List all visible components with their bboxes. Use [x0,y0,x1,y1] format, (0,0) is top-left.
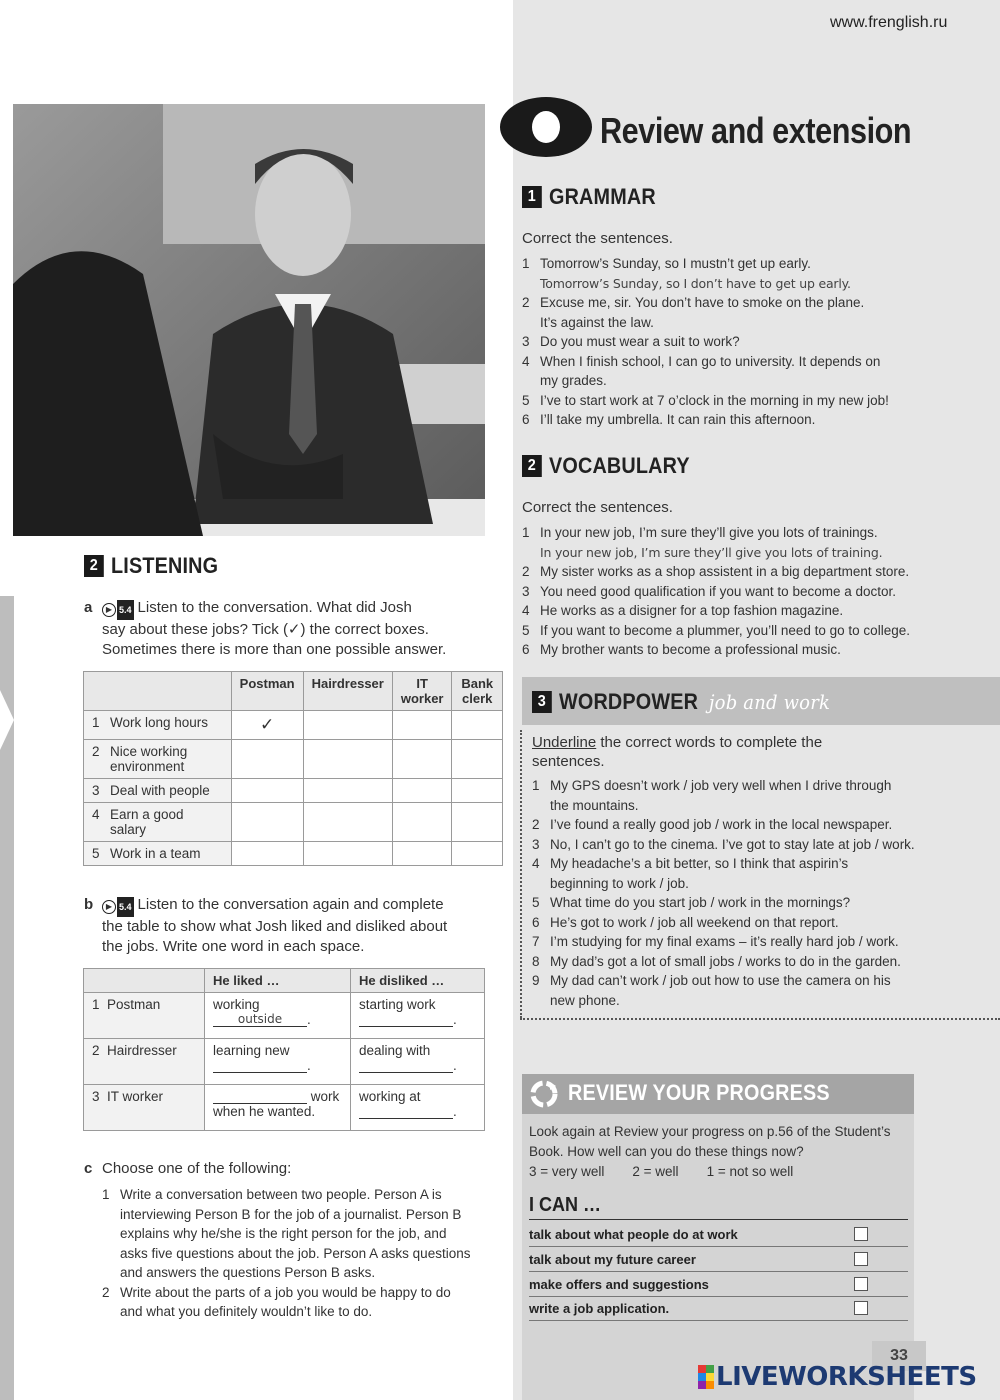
list-item-text: Excuse me, sir. You don’t have to smoke on the plane. [540,295,865,310]
scale-3: 3 = very well [529,1164,605,1179]
list-item-text: Do you must wear a suit to work? [540,334,740,349]
table-a-header-postman: Postman [231,672,303,711]
table-a-header-it-worker: IT worker [392,672,452,711]
list-item-number: 3 [522,334,530,349]
list-item-number: 5 [522,392,530,408]
table-a [83,671,503,866]
liked-text-line2: when he wanted. [213,1104,316,1119]
list-item-number: 6 [522,642,530,657]
list-item-number: 7 [532,934,540,949]
tick-cell[interactable] [452,803,503,842]
list-item-number [532,991,550,1011]
row-number: 4 [92,807,100,822]
list-item-text: beginning to work / job. [550,875,689,891]
list-item-number: 6 [522,412,530,427]
listening-a-label: a [84,599,93,616]
list-item-text: My sister works as a shop assistent in a big department store. [540,564,910,579]
list-item [522,523,992,543]
list-item-number: 3 [532,836,540,852]
list-item-text: My GPS doesn’t work / job very well when I drive through [550,778,892,793]
table-b-row-label [84,993,205,1039]
tick-cell[interactable] [231,803,303,842]
list-item-text: It’s against the law. [540,314,654,330]
list-item [522,254,992,274]
ican-checkbox[interactable] [854,1252,868,1266]
vocabulary-title: VOCABULARY [549,453,690,478]
list-item [522,352,992,372]
table-row [84,993,485,1039]
list-item-number: 1 [522,256,530,271]
table-b-liked-cell: working outside . [205,993,351,1039]
list-item-number [102,1224,120,1244]
ican-checkbox[interactable] [854,1227,868,1241]
list-item-number: 1 [522,525,530,540]
table-a-row-label [84,740,232,779]
list-item-text: I’ve to start work at 7 o’clock in the morning in my new job! [540,392,889,408]
table-b [83,968,485,1131]
table-b-header-liked: He liked … [205,969,351,993]
list-item [102,1224,502,1244]
site-url: www.frenglish.ru [830,14,948,31]
table-b-liked-cell: learning new . [205,1039,351,1085]
tick-cell[interactable] [452,842,503,866]
list-item [532,913,994,933]
liked-text: learning new [213,1043,290,1058]
list-item-number: 4 [522,603,530,618]
list-item [522,582,992,602]
list-item-number: 2 [532,817,540,832]
audio-play-button-a[interactable] [102,600,134,620]
row-number: 2 [92,1043,100,1058]
wordpower-instruction [532,733,822,771]
tick-cell[interactable] [392,842,452,866]
wordpower-subtitle: job and work [708,690,831,714]
listening-a-line3: Sometimes there is more than one possible answer. [102,641,447,658]
audio-play-button-b[interactable] [102,897,134,917]
list-item-text: and answers the questions Person B asks. [120,1265,376,1280]
handwritten-answer: In your new job, I’m sure they’ll give you lots of training. [540,544,883,560]
tick-cell[interactable] [303,842,392,866]
ican-item [529,1272,908,1297]
listening-b [84,895,447,957]
disliked-text: starting work [359,997,436,1012]
row-label: Work long hours [110,715,209,730]
list-item-text: He works as a disigner for a top fashion magazine. [540,603,844,618]
listening-c-label: c [84,1160,93,1177]
list-item-text: No, I can’t go to the cinema. I’ve got to stay late at job / work. [550,836,915,852]
liveworksheets-text: LIVEWORKSHEETS [716,1362,977,1392]
review-progress-line1: Look again at Review your progress on p.56 of the Student’s [529,1124,891,1139]
wordpower-number: 3 [532,691,552,713]
list-item-number [522,313,540,333]
wordpower-list [532,776,994,1010]
liveworksheets-logo[interactable] [698,1362,977,1392]
row-number: 3 [92,1089,100,1104]
vocabulary-list [522,523,992,660]
tick-cell[interactable] [392,779,452,803]
list-item-number: 4 [532,856,540,871]
disliked-answer-input[interactable] [359,1104,453,1119]
list-item-text: My headache’s a bit better, so I think that aspirin’s [550,856,849,871]
ican-item-label: talk about what people do at work [529,1226,738,1242]
list-item-number: 8 [532,953,540,969]
list-item-text: I’m studying for my final exams – it’s really hard job / work. [550,934,899,949]
tick-cell[interactable] [392,711,452,740]
list-item-text: my grades. [540,373,607,388]
list-item [522,332,992,352]
list-item [522,601,992,621]
tick-cell[interactable] [303,711,392,740]
row-label: Postman [107,997,161,1012]
list-item [102,1283,502,1303]
tick-cell[interactable] [231,740,303,779]
list-item-number: 4 [522,353,530,369]
list-item-number [532,796,550,816]
disliked-text: dealing with [359,1043,431,1058]
list-item-number: 1 [532,778,540,793]
list-item-text: I’ve found a really good job / work in the local newspaper. [550,817,893,832]
list-item-text: new phone. [550,992,620,1008]
interview-photo-illustration [13,104,485,536]
list-item [532,893,994,913]
table-b-body [84,993,485,1131]
table-b-header-disliked: He disliked … [351,969,485,993]
grammar-list [522,254,992,430]
listening-c-text: Choose one of the following: [102,1160,292,1177]
table-b-disliked-cell: starting work . [351,993,485,1039]
review-logo-icon [498,95,594,159]
list-item-text: My dad’s got a lot of small jobs / works to do in the garden. [550,953,901,969]
list-item [522,410,992,430]
listening-a-line1: Listen to the conversation. What did Josh [137,599,412,616]
list-item-text: What time do you start job / work in the mornings? [550,895,851,910]
ican-item [529,1247,908,1272]
row-label: Hairdresser [107,1043,177,1058]
list-item [102,1185,502,1205]
row-number: 5 [92,846,100,861]
grammar-instruction: Correct the sentences. [522,230,673,247]
list-item [102,1205,502,1225]
list-item-text: When I finish school, I can go to university. It depends on [540,353,881,369]
tick-cell[interactable] [303,740,392,779]
list-item-number: 6 [532,914,540,930]
audio-track-a: 5.4 [117,600,134,620]
ican-checkbox[interactable] [854,1301,868,1315]
wordpower-instruction-rest: the correct words to complete the [596,734,823,751]
table-b-header-empty [84,969,205,993]
table-row [84,779,503,803]
liked-answer-input[interactable] [213,1089,307,1104]
list-item [532,796,994,816]
list-item [532,874,994,894]
list-item-text: I’ll take my umbrella. It can rain this afternoon. [540,412,816,427]
list-item [102,1302,502,1322]
tick-cell[interactable] [452,779,503,803]
list-item-number: 5 [532,895,540,910]
ican-item [529,1222,908,1247]
list-item-number [102,1263,120,1283]
grammar-heading [522,184,656,210]
wordpower-heading [532,689,830,715]
row-number: 2 [92,744,100,759]
table-row [84,740,503,779]
list-item [532,971,994,991]
tick-cell[interactable] [452,740,503,779]
review-progress-line2: Book. How well can you do these things now? [529,1144,804,1159]
scale-1: 1 = not so well [706,1164,794,1179]
play-icon: ▶ [102,900,116,914]
wordpower-dotted-border-bottom [520,1018,1000,1020]
list-item [522,562,992,582]
ican-divider [529,1219,908,1220]
list-item [532,952,994,972]
table-row [84,842,503,866]
table-a-body [84,711,503,866]
disliked-answer-input[interactable] [359,1012,453,1027]
list-item [532,991,994,1011]
audio-track-b: 5.4 [117,897,134,917]
vocabulary-heading [522,453,690,479]
table-a-header-bank-clerk: Bank clerk [452,672,503,711]
list-item [532,815,994,835]
table-b-header-row [84,969,485,993]
tick-cell[interactable] [303,779,392,803]
tick-cell[interactable] [452,711,503,740]
row-label: Deal with people [110,783,210,798]
list-item [532,932,994,952]
page-number: 33 [872,1341,926,1371]
list-item [532,776,994,796]
list-item-number [532,874,550,894]
page-title: Review and extension [600,110,912,151]
review-progress-text [529,1122,890,1182]
table-row [84,1085,485,1131]
refresh-cycle-icon [528,1078,560,1110]
grammar-title: GRAMMAR [549,184,656,209]
listening-b-line3: the jobs. Write one word in each space. [102,938,365,955]
handwritten-answer: Tomorrow’s Sunday, so I don’t have to get up early. [540,275,851,291]
list-item [522,371,992,391]
row-number: 3 [92,783,100,798]
listening-a-line2: say about these jobs? Tick (✓) the correct boxes. [102,621,429,638]
listening-a [84,598,446,660]
row-number: 1 [92,997,100,1012]
liked-text: work [310,1089,340,1104]
list-item [532,854,994,874]
tick-cell[interactable] [392,803,452,842]
table-a-row-label [84,842,232,866]
listening-number: 2 [84,555,104,577]
list-item-number: 2 [102,1284,110,1300]
table-b-disliked-cell: working at . [351,1085,485,1131]
liveworksheets-logo-icon [698,1365,714,1389]
listening-title: LISTENING [111,553,219,578]
ican-item [529,1296,908,1321]
table-b-row-label [84,1039,205,1085]
list-item [102,1263,502,1283]
list-item-number: 1 [102,1187,110,1202]
list-item [532,835,994,855]
list-item-number [102,1244,120,1264]
tick-cell[interactable]: ✓ [231,711,303,740]
table-a-row-label [84,803,232,842]
wordpower-instruction-underline: Underline [532,734,597,751]
list-item-number: 2 [522,564,530,579]
ican-checkbox[interactable] [854,1277,868,1291]
list-item [522,621,992,641]
table-a-header-empty [84,672,232,711]
vocabulary-instruction: Correct the sentences. [522,499,673,516]
table-row [84,803,503,842]
listening-b-line2: the table to show what Josh liked and disliked about [102,918,448,935]
list-item [522,313,992,333]
tick-cell[interactable] [392,740,452,779]
row-number: 1 [92,715,100,730]
interview-photo [13,104,485,536]
list-item [522,274,992,294]
listening-heading [84,553,218,579]
listening-b-label: b [84,896,94,913]
listening-c [84,1160,291,1177]
table-b-disliked-cell: dealing with . [351,1039,485,1085]
tick-cell[interactable] [231,842,303,866]
list-item-text: Write about the parts of a job you would be happy to do [120,1284,451,1300]
listening-c-list [102,1185,502,1322]
list-item [522,293,992,313]
review-progress-heading: REVIEW YOUR PROGRESS [568,1080,830,1105]
list-item-text: the mountains. [550,797,639,813]
liked-answer-input[interactable] [213,1058,307,1073]
disliked-text: working at [359,1089,421,1104]
list-item [522,640,992,660]
tick-cell[interactable] [303,803,392,842]
row-label: IT worker [107,1089,164,1104]
list-item-number: 3 [522,583,530,599]
list-item-number [102,1302,120,1322]
ican-heading: I CAN … [529,1194,601,1216]
row-label: Nice working environment [110,744,188,774]
list-item [522,543,992,563]
list-item [102,1244,502,1264]
list-item-text: He’s got to work / job all weekend on that report. [550,914,839,930]
scale-2: 2 = well [632,1164,679,1179]
disliked-answer-input[interactable] [359,1058,453,1073]
list-item-text: You need good qualification if you want to become a doctor. [540,583,897,599]
list-item-text: and what you definitely wouldn’t like to do. [120,1304,373,1319]
list-item-number [522,371,540,391]
grammar-number: 1 [522,186,542,208]
tick-cell[interactable] [231,779,303,803]
wordpower-title: WORDPOWER [559,689,699,714]
table-a-row-label [84,779,232,803]
liked-answer-input[interactable]: outside [213,1012,307,1027]
list-item-number: 5 [522,622,530,638]
table-a-header-row [84,672,503,711]
ican-item-label: make offers and suggestions [529,1276,709,1292]
list-item-text: Write a conversation between two people. Person A is [120,1187,442,1202]
left-tab-arrow [0,690,14,750]
table-b-liked-cell [205,1085,351,1131]
table-a-header-hairdresser: Hairdresser [303,672,392,711]
listening-b-line1: Listen to the conversation again and complete [137,896,444,913]
row-label: Work in a team [110,846,201,861]
list-item-text: interviewing Person B for the job of a journalist. Person B [120,1206,462,1222]
table-a-row-label [84,711,232,740]
ican-item-label: write a job application. [529,1300,670,1316]
table-row [84,1039,485,1085]
list-item-text: asks five questions about the job. Person A asks questions [120,1245,471,1261]
list-item-text: My dad can’t work / job out how to use the camera on his [550,973,891,988]
list-item-text: My brother wants to become a professional music. [540,642,841,657]
ican-item-label: talk about my future career [529,1251,696,1267]
liked-text: working [213,997,260,1012]
play-icon: ▶ [102,603,116,617]
table-b-row-label [84,1085,205,1131]
list-item [522,391,992,411]
table-row [84,711,503,740]
vocabulary-number: 2 [522,455,542,477]
list-item-text: Tomorrow’s Sunday, so I mustn’t get up early. [540,256,811,271]
list-item-number: 9 [532,973,540,988]
row-label: Earn a good salary [110,807,184,837]
list-item-text: In your new job, I’m sure they’ll give you lots of trainings. [540,525,878,540]
list-item-text: If you want to become a plummer, you’ll need to go to college. [540,622,910,638]
wordpower-dotted-border-left [520,730,522,1018]
wordpower-instruction-line2: sentences. [532,753,605,770]
list-item-number: 2 [522,295,530,310]
list-item-number [102,1205,120,1225]
list-item-text: explains why he/she is the right person for the job, and [120,1226,447,1241]
